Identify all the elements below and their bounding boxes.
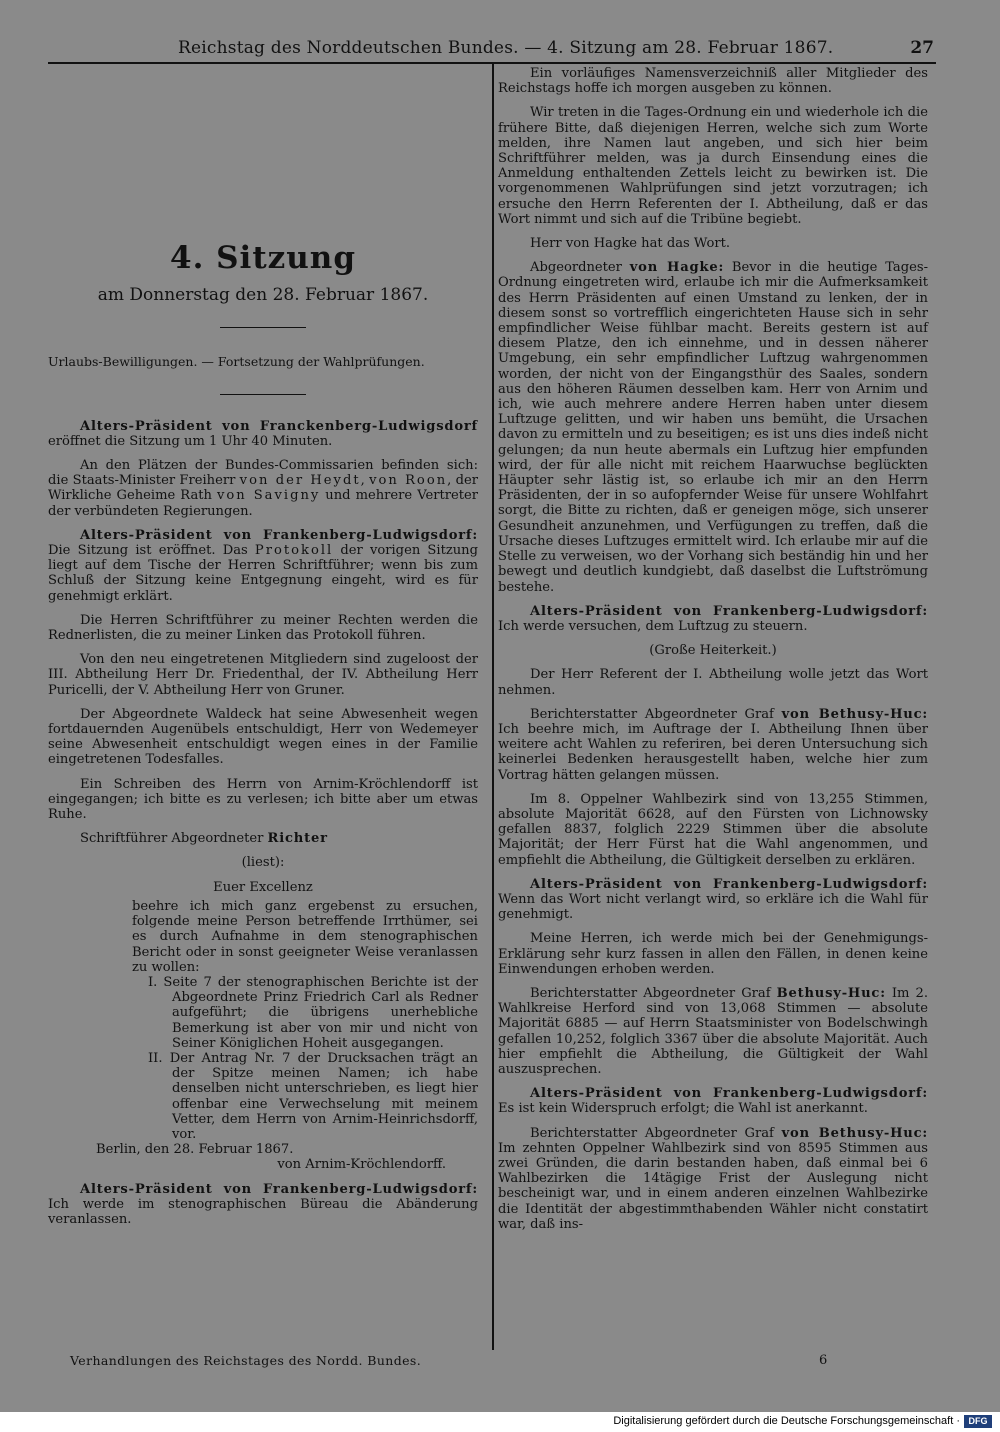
divider-rule	[220, 327, 306, 328]
speaker: Alters-Präsident von Frankenberg-Ludwigsdorf:	[80, 527, 478, 543]
speech-text: eröffnet die Sitzung um 1 Uhr 40 Minuten.	[48, 433, 333, 449]
paragraph: Der Abgeordnete Waldeck hat seine Abwesenheit wegen fortdauernden Augenübels entschuldigt, Herr von Wedemeyer seine Abwesenheit entschuldigt wegen eines in der Familie eingetretenen Todesfalles.	[48, 706, 478, 768]
paragraph: Im 8. Oppelner Wahlbezirk sind von 13,255 Stimmen, absolute Majorität 6628, auf den Fürsten von Lichnowsky gefallen 8837, folglich 2229 Stimmen über die absolute Majorität; der Herr Fürst hat die Wahl angenommen, und empfiehlt die Abtheilung, die Gültigkeit derselben zu erklären.	[498, 791, 928, 868]
paragraph	[48, 528, 478, 604]
speech-text: Wenn das Wort nicht verlangt wird, so erkläre ich die Wahl für genehmigt.	[498, 891, 928, 923]
letter-salutation: Euer Excellenz	[213, 879, 313, 895]
speaker: von Hagke:	[629, 260, 725, 276]
paragraph	[48, 419, 478, 449]
paragraph: Ein Schreiben des Herrn von Arnim-Kröchlendorff ist eingegangen; ich bitte es zu verlesen; ich bitte aber um etwas Ruhe.	[48, 776, 478, 823]
speech-text: Im zehnten Oppelner Wahlbezirk sind von 8595 Stimmen aus zwei Gründen, die darin bestanden haben, daß einmal bei 6 Wahlbezirken die 14tägige Frist der Auslegung nicht bescheinigt war, und in einem anderen einzelnen Wahlbezirke die Identität der abgestimmthabenden Wähler nicht constatirt war, daß ins-	[498, 1140, 928, 1232]
running-title: Reichstag des Norddeutschen Bundes. — 4. Sitzung am 28. Februar 1867.	[178, 38, 834, 58]
text-run: An den Plätzen der Bundes-Commissarien befinden sich: die Staats-Minister Freiherr	[48, 458, 478, 489]
letter-item: II. Der Antrag Nr. 7 der Drucksachen trägt an der Spitze meinen Namen; ich habe denselben nicht unterschrieben, es liegt hier offenbar eine Verwechselung mit meinem Vetter, dem Herrn von Arnim-Heinrichsdorff, vor.	[148, 1050, 478, 1142]
paragraph: Der Herr Referent der I. Abtheilung wolle jetzt das Wort nehmen.	[498, 667, 928, 698]
paragraph	[498, 1126, 928, 1232]
divider-rule	[220, 394, 306, 395]
speaker: Alters-Präsident von Frankenberg-Ludwigsdorf:	[530, 603, 928, 619]
stage-direction: (Große Heiterkeit.)	[649, 643, 777, 659]
speaker: Alters-Präsident von Frankenberg-Ludwigsdorf:	[80, 1181, 478, 1197]
speaker: von Bethusy-Huc:	[781, 706, 928, 722]
text-run: der vorigen Sitzung liegt auf dem Tische der Herren Schriftführer; wenn bis zum Schluß der Sitzung keine Entgegnung eingeht, wird es für genehmigt erklärt.	[48, 543, 478, 604]
paragraph: Wir treten in die Tages-Ordnung ein und wiederhole ich die frühere Bitte, daß diejenigen Herren, welche sich zum Worte melden, ihre Namen laut angeben, und sich hier beim Schriftführer melden, was ja durch Einsendung eines die Anmeldung enthaltenden Zettels leicht zu bewirken ist. Die vorgenommenen Wahlprüfungen sind jetzt vorzutragen; ich ersuche den Herrn Referenten der I. Abtheilung, daß er das Wort nimmt und sich auf die Tribüne begiebt.	[498, 105, 928, 227]
speech-text: Ich werde im stenographischen Büreau die Abänderung veranlassen.	[48, 1196, 478, 1227]
speech-text: Bevor in die heutige Tages-Ordnung eingetreten wird, erlaube ich mir die Aufmerksamkeit des Herrn Präsidenten auf einen Umstand zu lenken, der in diesem sonst so vortrefflich eingerichteten Hause sich in sehr empfindlicher Weise fühlbar macht. Bereits gestern ist auf diesem Platze, den ich einnehme, und in dessen näherer Umgebung, ein sehr empfindlicher Luftzug wahrgenommen worden, der nicht von der Eingangsthür des Saales, sondern aus den höheren Räumen desselben kam. Herr von Arnim und ich, wie auch mehrere andere Herren haben unter diesem Luftzuge gelitten, und wir haben uns bemüht, die Ursachen davon zu ermitteln und zu beseitigen; es ist uns dies indeß nicht gelungen; da nun heute abermals ein Luftzug hier empfunden wird, der für alle nicht mit reichem Haarwuchse beglückten Häupter sehr lästig ist, so erlaube ich mir an den Herrn Präsidenten, der in so aufopfernder Weise für unsere Wohlfahrt sorgt, die Bitte zu richten, daß er geneigen möge, sich unserer Gesundheit anzunehmen, und Verfügungen zu treffen, daß die Ursache dieses Luftzuges ermittelt wird. Ich erlaube mir auf die Stelle zu verweisen, wo der Vorhang sich beständig hin und her bewegt und deutlich kundgiebt, daß daselbst die Luftströmung bestehe.	[498, 260, 929, 595]
text-run: Berichterstatter Abgeordneter Graf	[530, 706, 782, 722]
text-run: Berichterstatter Abgeordneter Graf	[530, 1125, 782, 1141]
text-run: , der Wirkliche Geheime Rath	[48, 473, 478, 504]
speaker: Alters-Präsident von Frankenberg-Ludwigsdorf:	[530, 876, 928, 892]
running-header	[48, 38, 936, 64]
paragraph	[48, 831, 478, 846]
dfg-logo: DFG	[964, 1415, 992, 1428]
speech-text: Im 2. Wahlkreise Herford sind von 13,068 Stimmen — absolute Majorität 6885 — auf Herrn Staatsminister von Bodelschwingh gefallen 10,252, folglich 3367 über die absolute Majorität. Auch hier empfiehlt die Abtheilung, die Gültigkeit der Wahl auszusprechen.	[498, 985, 928, 1077]
paragraph	[498, 986, 928, 1077]
right-column	[498, 66, 928, 1232]
speaker: von Bethusy-Huc:	[781, 1125, 928, 1141]
speaker: Richter	[267, 831, 328, 847]
speech-text: Ich werde versuchen, dem Luftzug zu steuern.	[498, 618, 808, 634]
letter-place-date: Berlin, den 28. Februar 1867.	[96, 1142, 294, 1158]
left-column	[48, 66, 478, 1227]
text-run: und mehrere Vertreter der verbündeten Regierungen.	[48, 488, 479, 519]
text-run: Berichterstatter Abgeordneter Graf	[530, 985, 777, 1001]
digitization-banner	[0, 1412, 1000, 1432]
text-run: Abgeordneter	[530, 260, 630, 276]
letter-body: beehre ich mich ganz ergebenst zu ersuchen, folgende meine Person betreffende Irrthümer, sei es durch Aufnahme in dem stenographischen Bericht oder in sonst geeigneter Weise veranlassen zu wollen:	[132, 898, 478, 975]
name-run: von Roon	[369, 473, 448, 489]
column-divider	[492, 64, 494, 1350]
paragraph: Die Herren Schriftführer zu meiner Rechten werden die Rednerlisten, die zu meiner Linken das Protokoll führen.	[48, 612, 478, 644]
letter-signature: von Arnim-Kröchlendorff.	[277, 1157, 446, 1173]
sheet-number: 6	[819, 1353, 828, 1368]
paragraph	[48, 458, 478, 519]
text-run: Schriftführer Abgeordneter	[80, 831, 268, 847]
session-contents: Urlaubs-Bewilligungen. — Fortsetzung der Wahlprüfungen.	[48, 354, 425, 370]
paragraph	[498, 260, 928, 594]
letter-item: I. Seite 7 der stenographischen Berichte ist der Abgeordnete Prinz Friedrich Carl als Redner aufgeführt; die übrigens unerhebliche Bemerkung ist aber von mir und nicht von Seiner Königlichen Hoheit ausgegangen.	[148, 974, 478, 1051]
speaker: Bethusy-Huc:	[776, 985, 886, 1001]
paragraph: Von den neu eingetretenen Mitgliedern sind zugeloost der III. Abtheilung Herr Dr. Friedenthal, der IV. Abtheilung Herr Puricelli, der V. Abtheilung Herr von Gruner.	[48, 652, 478, 698]
paragraph: Herr von Hagke hat das Wort.	[530, 236, 731, 252]
paragraph	[48, 1182, 478, 1228]
speaker: Alters-Präsident von Franckenberg-Ludwigsdorf	[80, 418, 478, 434]
speaker: Alters-Präsident von Frankenberg-Ludwigsdorf:	[530, 1086, 928, 1102]
name-run: von der Heydt	[239, 473, 361, 489]
text-run: Protokoll	[254, 543, 334, 559]
paragraph: Meine Herren, ich werde mich bei der Genehmigungs-Erklärung sehr kurz fassen in allen den Fällen, in denen keine Einwendungen erhoben werden.	[498, 931, 928, 977]
funding-credit: Digitalisierung gefördert durch die Deutsche Forschungsgemeinschaft ·	[613, 1415, 960, 1427]
speech-text: Ich beehre mich, im Auftrage der I. Abtheilung Ihnen über weitere acht Wahlen zu referiren, bei deren Untersuchung sich keinerlei Bedenken herausgestellt haben, welche hier zum Vortrag hätten gelangen müssen.	[498, 721, 928, 783]
stage-direction: (liest):	[241, 855, 285, 871]
session-date: am Donnerstag den 28. Februar 1867.	[97, 285, 429, 306]
name-run: von Savigny	[216, 488, 321, 504]
paragraph: Ein vorläufiges Namensverzeichniß aller Mitglieder des Reichstags hoffe ich morgen ausgeben zu können.	[498, 66, 928, 97]
text-run: Die Sitzung ist eröffnet. Das	[48, 543, 255, 559]
paragraph	[498, 1086, 928, 1116]
speech-text: Es ist kein Widerspruch erfolgt; die Wahl ist anerkannt.	[498, 1101, 868, 1117]
footer-note: Verhandlungen des Reichstages des Nordd. Bundes.	[70, 1353, 422, 1368]
paragraph	[498, 707, 928, 783]
text-run: ,	[360, 473, 370, 489]
page-number: 27	[910, 38, 934, 58]
session-title: 4. Sitzung	[170, 240, 356, 276]
paragraph	[498, 877, 928, 923]
paragraph	[498, 604, 928, 634]
